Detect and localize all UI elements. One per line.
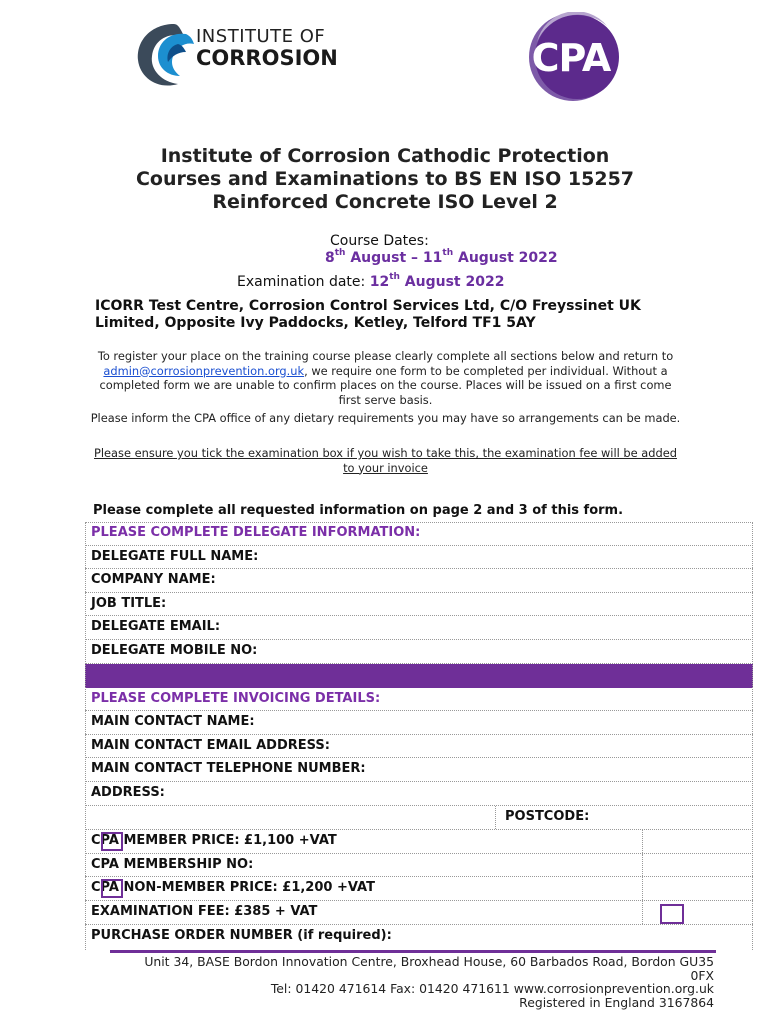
exam-day: 12 [369, 274, 390, 290]
title-line-3: Reinforced Concrete ISO Level 2 [212, 191, 558, 213]
cpa-logo [517, 12, 625, 102]
admin-email-link[interactable]: admin@corrosionprevention.org.uk [103, 363, 305, 378]
course-dates-label: Course Dates: [330, 233, 429, 249]
field-company-name[interactable]: COMPANY NAME: [85, 569, 753, 593]
footer-contact-line: Tel: 01420 471614 Fax: 01420 471611 www.corrosionprevention.org.uk [270, 981, 714, 996]
field-purchase-order[interactable]: PURCHASE ORDER NUMBER (if required): [91, 927, 392, 943]
field-job-title[interactable]: JOB TITLE: [85, 593, 753, 617]
registration-form [85, 522, 753, 948]
delegate-section-header: PLEASE COMPLETE DELEGATE INFORMATION: [85, 522, 753, 546]
p1-text-a: To register your place on the training course please clearly complete all sections below and return to [97, 349, 674, 363]
column-divider [642, 830, 643, 853]
exam-rest: August 2022 [399, 274, 505, 290]
section-divider-bar [85, 664, 753, 688]
examination-date [237, 274, 504, 290]
field-main-contact-phone[interactable]: MAIN CONTACT TELEPHONE NUMBER: [85, 758, 753, 782]
non-member-price-row [85, 877, 753, 901]
postcode-divider [495, 806, 496, 830]
title-line-2: Courses and Examinations to BS EN ISO 15257 [135, 168, 635, 190]
non-member-price-checkbox[interactable] [101, 879, 123, 898]
exam-fee-label: EXAMINATION FEE: £385 + VAT [91, 903, 318, 919]
exam-fee-row [85, 901, 753, 925]
invoicing-section-header: PLEASE COMPLETE INVOICING DETAILS: [85, 688, 753, 712]
start-rest: August – 11 [345, 250, 443, 266]
footer [100, 955, 714, 1009]
registration-paragraph [88, 349, 683, 407]
field-delegate-email[interactable]: DELEGATE EMAIL: [85, 616, 753, 640]
cpa-logo-text: CPA [531, 36, 611, 80]
ioc-logo-line2: CORROSION [196, 46, 338, 70]
postcode-row[interactable] [85, 806, 753, 831]
field-main-contact-email[interactable]: MAIN CONTACT EMAIL ADDRESS: [85, 735, 753, 759]
p1-text-b: , we require one form to be completed per individual. Without a completed form we are unable to confirm places on the course. Places will be issued on a first come first serve basis. [99, 363, 672, 407]
non-member-price-label: CPA NON-MEMBER PRICE: £1,200 +VAT [91, 880, 375, 896]
start-day: 8 [325, 250, 335, 266]
complete-note: Please complete all requested information on page 2 and 3 of this form. [93, 503, 624, 518]
footer-registration-line: Registered in England 3167864 [519, 994, 714, 1010]
member-price-checkbox[interactable] [101, 832, 123, 851]
column-divider [642, 854, 643, 877]
member-price-row [85, 830, 753, 854]
exam-date-label: Examination date: [237, 274, 370, 290]
start-sup: th [334, 248, 346, 258]
end-rest: August 2022 [453, 250, 558, 266]
field-membership-no[interactable] [85, 854, 753, 878]
footer-address-line2: 0FX [690, 967, 714, 983]
membership-no-label: CPA MEMBERSHIP NO: [91, 856, 254, 872]
test-centre-address: ICORR Test Centre, Corrosion Control Services Ltd, C/O Freyssinet UK Limited, Opposite Ivy Paddocks, Ketley, Telford TF1 5AY [95, 298, 641, 331]
field-main-contact-name[interactable]: MAIN CONTACT NAME: [85, 711, 753, 735]
postcode-label: POSTCODE: [505, 808, 590, 824]
exam-sup: th [389, 272, 400, 282]
end-sup: th [442, 248, 454, 258]
page-title [60, 145, 710, 214]
course-dates-value [325, 250, 558, 266]
exam-date-value [370, 274, 505, 290]
ioc-logo-line1: INSTITUTE OF [196, 26, 326, 47]
member-price-label: CPA MEMBER PRICE: £1,100 +VAT [91, 833, 337, 849]
dietary-paragraph: Please inform the CPA office of any dietary requirements you may have so arrangements can be made. [90, 411, 681, 425]
field-address[interactable]: ADDRESS: [85, 782, 753, 806]
institute-of-corrosion-logo [134, 20, 364, 90]
footer-address-line1: Unit 34, BASE Bordon Innovation Centre, Broxhead House, 60 Barbados Road, Bordon GU35 [144, 954, 714, 969]
ioc-swirl-icon [134, 20, 204, 90]
examination-checkbox[interactable] [660, 904, 684, 924]
title-line-1: Institute of Corrosion Cathodic Protection [160, 145, 610, 167]
column-divider [642, 901, 643, 924]
field-delegate-full-name[interactable]: DELEGATE FULL NAME: [85, 546, 753, 570]
footer-divider [110, 950, 716, 953]
examination-note: Please ensure you tick the examination box if you wish to take this, the examination fee will be added to your invoice [94, 446, 677, 475]
field-delegate-mobile[interactable]: DELEGATE MOBILE NO: [85, 640, 753, 664]
column-divider [642, 877, 643, 900]
